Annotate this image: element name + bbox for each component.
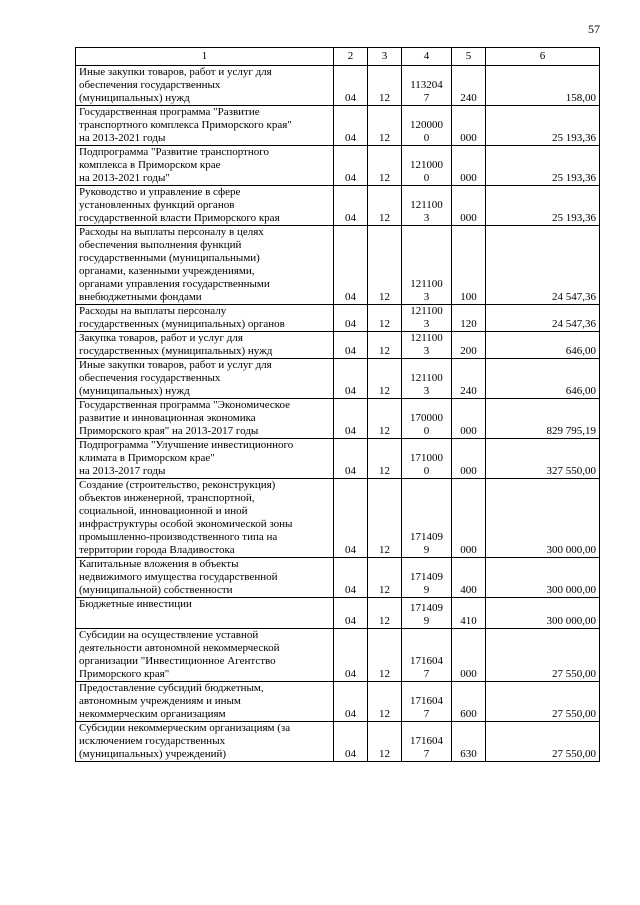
row-code-4: 121100 3 xyxy=(402,305,452,332)
row-code-4: 121000 0 xyxy=(402,146,452,186)
row-code-5: 000 xyxy=(452,629,486,682)
row-name: Бюджетные инвестиции xyxy=(76,598,334,629)
row-name: Создание (строительство, реконструкция) объектов инженерной, транспортной, социальной, инновационной и иной инфраструктуры особой экономической зоны промышленно-производственного типа на территории города Владивостока xyxy=(76,479,334,558)
row-code-4: 121100 3 xyxy=(402,332,452,359)
row-code-2: 04 xyxy=(334,146,368,186)
row-code-3: 12 xyxy=(368,722,402,762)
row-name: Расходы на выплаты персоналу государственных (муниципальных) органов xyxy=(76,305,334,332)
table-row xyxy=(76,598,600,629)
table-row xyxy=(76,305,600,332)
row-code-3: 12 xyxy=(368,305,402,332)
table-row xyxy=(76,558,600,598)
row-name: Подпрограмма "Улучшение инвестиционного климата в Приморском крае" на 2013-2017 годы xyxy=(76,439,334,479)
row-amount: 327 550,00 xyxy=(486,439,600,479)
table-row xyxy=(76,332,600,359)
row-code-2: 04 xyxy=(334,682,368,722)
row-code-2: 04 xyxy=(334,359,368,399)
row-code-3: 12 xyxy=(368,629,402,682)
row-code-4: 171604 7 xyxy=(402,722,452,762)
row-name: Руководство и управление в сфере установленных функций органов государственной власти Приморского края xyxy=(76,186,334,226)
row-name: Капитальные вложения в объекты недвижимого имущества государственной (муниципальной) собственности xyxy=(76,558,334,598)
row-code-3: 12 xyxy=(368,558,402,598)
row-code-5: 000 xyxy=(452,146,486,186)
column-header-1: 1 xyxy=(76,48,334,66)
table-row xyxy=(76,226,600,305)
row-code-5: 100 xyxy=(452,226,486,305)
column-header-6: 6 xyxy=(486,48,600,66)
row-code-4: 171409 9 xyxy=(402,598,452,629)
row-code-5: 000 xyxy=(452,106,486,146)
budget-table xyxy=(75,47,600,762)
table-row xyxy=(76,359,600,399)
row-name: Субсидии на осуществление уставной деятельности автономной некоммерческой организации "Инвестиционное Агентство Приморского края" xyxy=(76,629,334,682)
row-name: Государственная программа "Экономическое развитие и инновационная экономика Приморского края" на 2013-2017 годы xyxy=(76,399,334,439)
row-code-5: 240 xyxy=(452,66,486,106)
row-code-2: 04 xyxy=(334,479,368,558)
row-code-3: 12 xyxy=(368,399,402,439)
row-code-5: 410 xyxy=(452,598,486,629)
column-header-4: 4 xyxy=(402,48,452,66)
row-code-4: 171409 9 xyxy=(402,558,452,598)
row-amount: 27 550,00 xyxy=(486,629,600,682)
row-code-3: 12 xyxy=(368,479,402,558)
row-name: Субсидии некоммерческим организациям (за исключением государственных (муниципальных) учреждений) xyxy=(76,722,334,762)
row-amount: 300 000,00 xyxy=(486,479,600,558)
row-amount: 646,00 xyxy=(486,332,600,359)
row-name: Предоставление субсидий бюджетным, автономным учреждениям и иным некоммерческим организациям xyxy=(76,682,334,722)
row-name: Подпрограмма "Развитие транспортного комплекса в Приморском крае на 2013-2021 годы" xyxy=(76,146,334,186)
row-amount: 646,00 xyxy=(486,359,600,399)
table-header-row xyxy=(76,48,600,66)
row-amount: 25 193,36 xyxy=(486,186,600,226)
column-header-2: 2 xyxy=(334,48,368,66)
row-code-2: 04 xyxy=(334,226,368,305)
row-code-2: 04 xyxy=(334,629,368,682)
row-amount: 25 193,36 xyxy=(486,106,600,146)
row-name: Закупка товаров, работ и услуг для государственных (муниципальных) нужд xyxy=(76,332,334,359)
column-header-3: 3 xyxy=(368,48,402,66)
row-code-3: 12 xyxy=(368,359,402,399)
row-code-5: 240 xyxy=(452,359,486,399)
table-row xyxy=(76,106,600,146)
row-code-5: 400 xyxy=(452,558,486,598)
row-code-2: 04 xyxy=(334,439,368,479)
row-code-4: 113204 7 xyxy=(402,66,452,106)
row-code-2: 04 xyxy=(334,186,368,226)
row-code-2: 04 xyxy=(334,332,368,359)
table-row xyxy=(76,722,600,762)
row-code-3: 12 xyxy=(368,598,402,629)
row-code-4: 171604 7 xyxy=(402,682,452,722)
row-amount: 300 000,00 xyxy=(486,558,600,598)
row-code-4: 121100 3 xyxy=(402,226,452,305)
row-code-4: 170000 0 xyxy=(402,399,452,439)
row-code-3: 12 xyxy=(368,186,402,226)
table-row xyxy=(76,146,600,186)
row-amount: 300 000,00 xyxy=(486,598,600,629)
row-code-5: 000 xyxy=(452,186,486,226)
table-row xyxy=(76,629,600,682)
row-code-4: 121100 3 xyxy=(402,359,452,399)
row-code-2: 04 xyxy=(334,106,368,146)
row-code-2: 04 xyxy=(334,722,368,762)
row-code-3: 12 xyxy=(368,439,402,479)
row-code-5: 000 xyxy=(452,439,486,479)
row-amount: 24 547,36 xyxy=(486,226,600,305)
row-code-5: 120 xyxy=(452,305,486,332)
row-code-3: 12 xyxy=(368,66,402,106)
row-code-5: 200 xyxy=(452,332,486,359)
row-code-4: 171000 0 xyxy=(402,439,452,479)
row-code-2: 04 xyxy=(334,558,368,598)
row-code-4: 121100 3 xyxy=(402,186,452,226)
row-amount: 24 547,36 xyxy=(486,305,600,332)
row-amount: 25 193,36 xyxy=(486,146,600,186)
row-code-3: 12 xyxy=(368,332,402,359)
row-code-2: 04 xyxy=(334,305,368,332)
row-amount: 158,00 xyxy=(486,66,600,106)
row-code-5: 000 xyxy=(452,399,486,439)
row-name: Иные закупки товаров, работ и услуг для обеспечения государственных (муниципальных) нужд xyxy=(76,359,334,399)
row-code-4: 171409 9 xyxy=(402,479,452,558)
table-row xyxy=(76,66,600,106)
row-code-2: 04 xyxy=(334,598,368,629)
row-amount: 829 795,19 xyxy=(486,399,600,439)
row-code-5: 000 xyxy=(452,479,486,558)
row-name: Государственная программа "Развитие транспортного комплекса Приморского края" на 2013-2021 годы xyxy=(76,106,334,146)
row-code-3: 12 xyxy=(368,226,402,305)
table-row xyxy=(76,479,600,558)
row-code-4: 120000 0 xyxy=(402,106,452,146)
row-code-3: 12 xyxy=(368,106,402,146)
page-number: 57 xyxy=(588,22,600,36)
row-name: Расходы на выплаты персоналу в целях обеспечения выполнения функций государственными (муниципальными) органами, казенными учреждениями, органами управления государственными внебюджетными фондами xyxy=(76,226,334,305)
table-row xyxy=(76,682,600,722)
row-amount: 27 550,00 xyxy=(486,722,600,762)
row-code-5: 630 xyxy=(452,722,486,762)
row-code-5: 600 xyxy=(452,682,486,722)
row-code-4: 171604 7 xyxy=(402,629,452,682)
table-row xyxy=(76,399,600,439)
table-row xyxy=(76,186,600,226)
row-code-2: 04 xyxy=(334,66,368,106)
row-code-2: 04 xyxy=(334,399,368,439)
row-amount: 27 550,00 xyxy=(486,682,600,722)
column-header-5: 5 xyxy=(452,48,486,66)
table-row xyxy=(76,439,600,479)
row-code-3: 12 xyxy=(368,146,402,186)
row-code-3: 12 xyxy=(368,682,402,722)
row-name: Иные закупки товаров, работ и услуг для обеспечения государственных (муниципальных) нужд xyxy=(76,66,334,106)
